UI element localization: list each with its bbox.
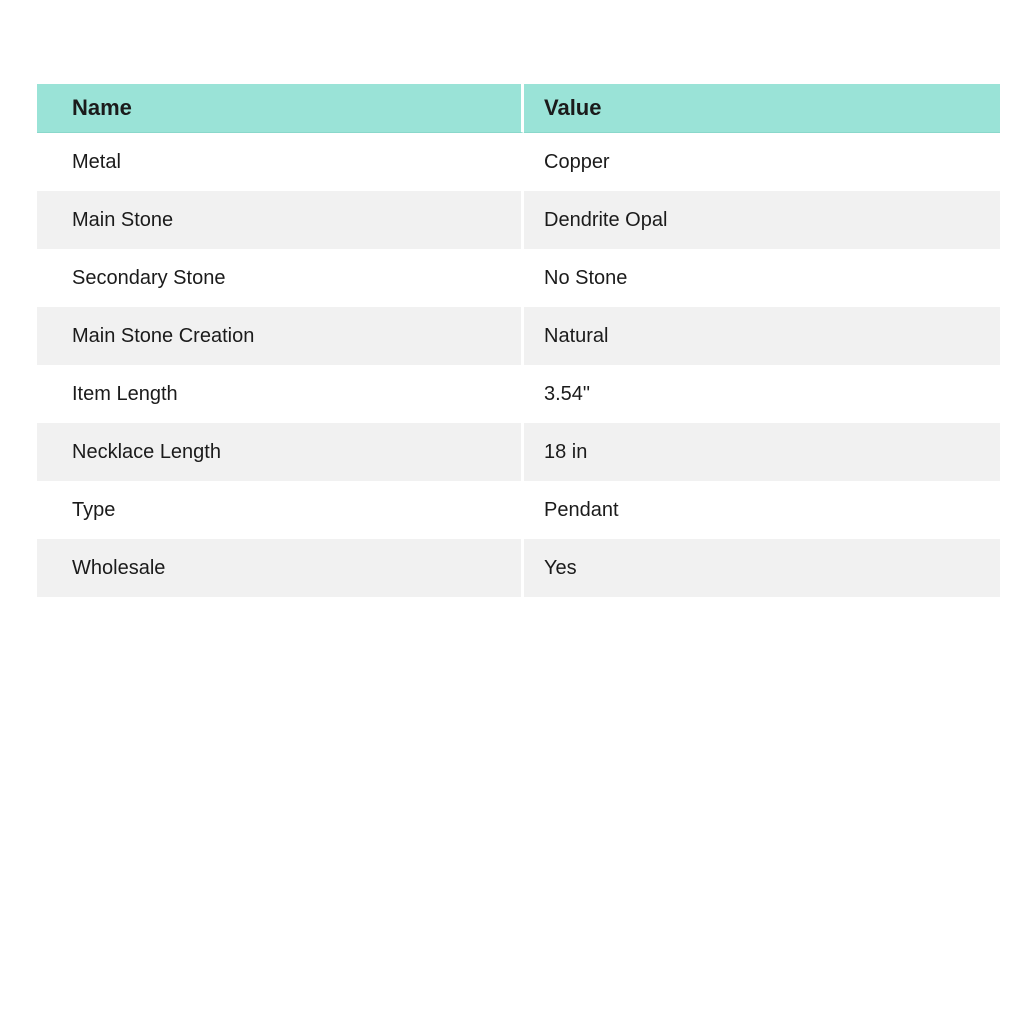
table-body [37, 133, 1000, 597]
spec-name-cell: Secondary Stone [37, 249, 524, 307]
table-row [37, 133, 1000, 191]
table-row [37, 365, 1000, 423]
spec-name-cell: Metal [37, 133, 524, 191]
table-row [37, 539, 1000, 597]
spec-name-cell: Main Stone [37, 191, 524, 249]
table-row [37, 307, 1000, 365]
table-row [37, 423, 1000, 481]
spec-value-cell: 3.54" [524, 365, 1000, 423]
spec-name-cell: Item Length [37, 365, 524, 423]
spec-value-cell: Copper [524, 133, 1000, 191]
spec-name-cell: Type [37, 481, 524, 539]
item-specifics-table [37, 84, 1000, 597]
spec-name-cell: Wholesale [37, 539, 524, 597]
spec-value-cell: Dendrite Opal [524, 191, 1000, 249]
spec-value-cell: Yes [524, 539, 1000, 597]
table-row [37, 249, 1000, 307]
table-header-row [37, 84, 1000, 133]
column-header-value: Value [524, 84, 1000, 133]
spec-value-cell: No Stone [524, 249, 1000, 307]
spec-name-cell: Necklace Length [37, 423, 524, 481]
column-header-name: Name [37, 84, 524, 133]
table-row [37, 481, 1000, 539]
spec-value-cell: 18 in [524, 423, 1000, 481]
table-row [37, 191, 1000, 249]
spec-value-cell: Natural [524, 307, 1000, 365]
spec-value-cell: Pendant [524, 481, 1000, 539]
spec-name-cell: Main Stone Creation [37, 307, 524, 365]
